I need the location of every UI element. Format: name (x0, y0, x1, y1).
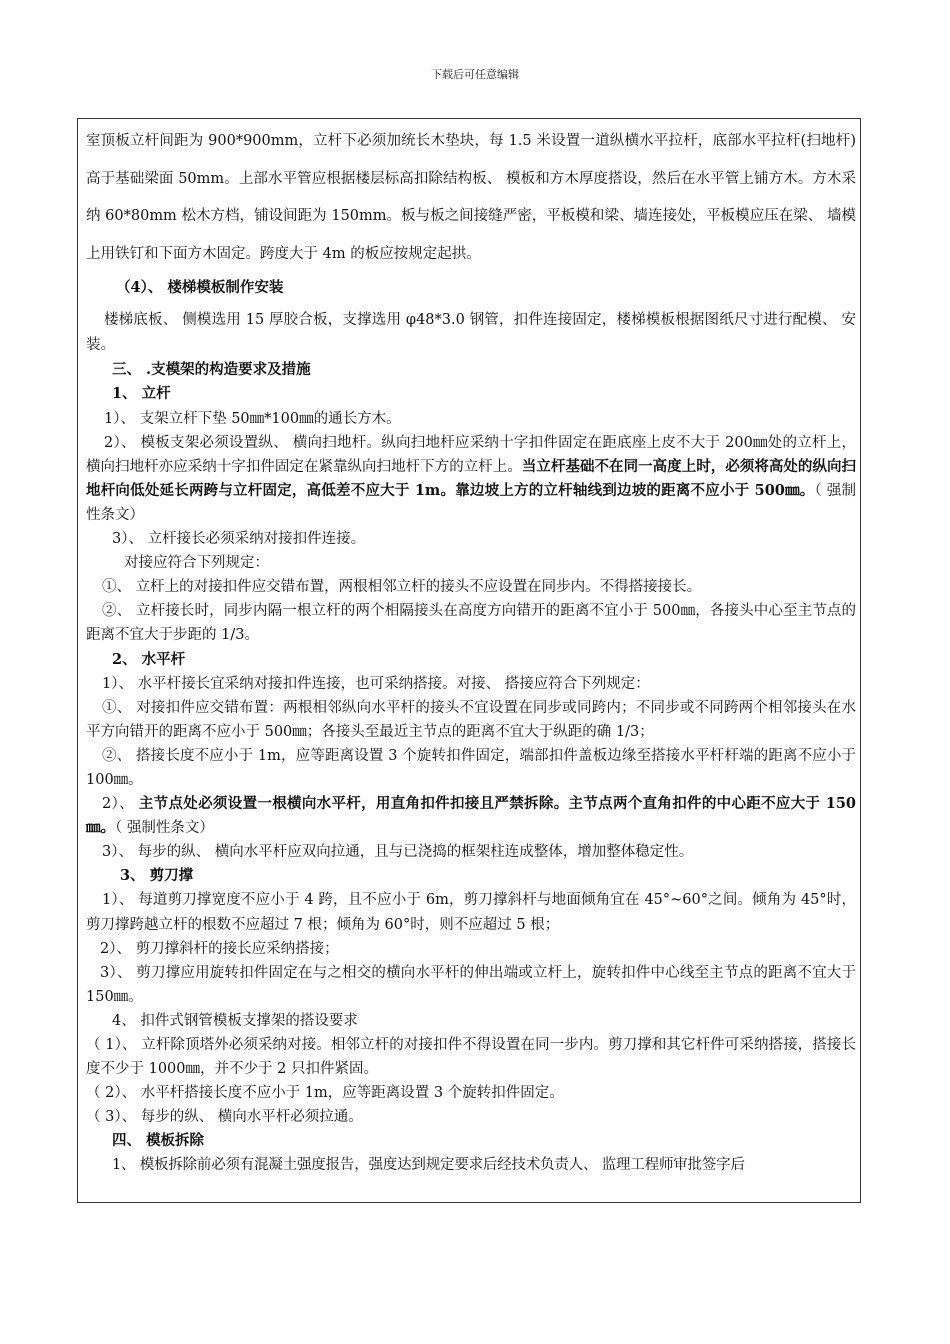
heading-horizontal-pole: 2、 水平杆 (112, 650, 186, 668)
heading-stair-formwork: （4）、 楼梯模板制作安装 (116, 279, 284, 297)
item-erection-1: （ 1）、 立杆除顶塔外必须采纳对接。相邻立杆的对接扣件不得设置在同一步内。剪刀撑和其它杆件可采纳搭接，搭接长度不少于 1000㎜，并不少于 2 只扣件紧固。 (86, 1037, 856, 1078)
item-horizontal-2-note: （ 强制性条文） (115, 820, 214, 837)
page-header: 下载后可任意编辑 (431, 68, 519, 81)
item-scissor-2: 2）、 剪刀撑斜杆的接长应采纳搭接； (100, 940, 339, 957)
item-upright-2-bold: 当立杆基础不在同一高度上时，必须将高处的纵向扫地杆向低处延长两跨与立杆固定，高低差不应大于 1m。靠边坡上方的立杆轴线到边坡的距离不应小于 500㎜。 (86, 457, 857, 499)
paragraph-stair-formwork: 楼梯底板、 侧模选用 15 厚胶合板，支撑选用 φ48*3.0 钢管，扣件连接固定，楼梯模板根据图纸尺寸进行配模、 安装。 (86, 312, 856, 354)
item-horizontal-2-label: 2）、 (102, 796, 139, 813)
item-erection-2: （ 2）、 水平杆搭接长度不应小于 1m，应等距离设置 3 个旋转扣件固定。 (86, 1085, 564, 1102)
heading-formwork-removal: 四、 模板拆除 (112, 1132, 205, 1150)
heading-scissor-brace: 3、 剪刀撑 (120, 867, 194, 885)
item-upright-2-note: （ 强制性条文） (86, 482, 857, 523)
item-scissor-3: 3）、 剪刀撑应用旋转扣件固定在与之相交的横向水平杆的伸出端或立杆上，旋转扣件中心线至主节点的距离不宜大于 150㎜。 (86, 964, 856, 1005)
paragraph-slab-formwork: 室顶板立杆间距为 900*900mm，立杆下必须加统长木垫块，每 1.5 米设置一道纵横水平拉杆，底部水平拉杆(扫地杆)高于基础梁面 50mm。上部水平管应根据楼层标高扣除结构板、 模板和方木厚度搭设，然后在水平管上铺方木。方木采纳 60*80mm 松木方档，铺设间距为 150mm。板与板之间接缝严密，平板模和梁、墙连接处，平板模应压在梁、 墙模上用铁钉和下面方木固定。跨度大于 4m 的板应按规定起拱。 (86, 133, 856, 262)
heading-erection-requirements: 4、 扣件式钢管模板支撑架的搭设要求 (112, 1012, 358, 1029)
item-horizontal-1: 1）、 水平杆接长宜采纳对接扣件连接，也可采纳搭接。对接、 搭接应符合下列规定： (102, 675, 650, 692)
document-frame (77, 118, 861, 1203)
heading-upright-pole: 1、 立杆 (112, 385, 171, 403)
item-removal-1: 1、 模板拆除前必须有混凝土强度报告，强度达到规定要求后经技术负责人、 监理工程师审批签字后 (112, 1157, 745, 1174)
item-horizontal-2-bold: 主节点处必须设置一根横向水平杆，用直角扣件扣接且严禁拆除。主节点两个直角扣件的中心距不应大于 150㎜。 (86, 795, 857, 837)
item-horizontal-3: 3）、 每步的纵、 横向水平杆应双向拉通，且与已浇捣的框架柱连成整体，增加整体稳定性。 (102, 844, 694, 861)
item-upright-3: 3）、 立杆接长必须采纳对接扣件连接。 (112, 531, 366, 548)
item-erection-3: （ 3）、 每步的纵、 横向水平杆必须拉通。 (86, 1109, 363, 1126)
item-upright-1: 1）、 支架立杆下垫 50㎜*100㎜的通长方木。 (104, 410, 401, 427)
heading-section-three: 三、 .支模架的构造要求及措施 (112, 361, 311, 379)
item-upright-2-text: 2）、 模板支架必须设置纵、 横向扫地杆。纵向扫地杆应采纳十字扣件固定在距底座上皮不大于 200㎜处的立杆上，横向扫地杆亦应采纳十字扣件固定在紧靠纵向扫地杆下方的立杆上。 (86, 434, 856, 475)
item-scissor-1: 1）、 每道剪刀撑宽度不应小于 4 跨，且不应小于 6m，剪刀撑斜杆与地面倾角宜在 45°~60°之间。倾角为 45°时，剪刀撑跨越立杆的根数不应超过 7 根；倾角为 60°时，则不应超过 5 根； (86, 892, 856, 933)
item-horizontal-2 (86, 792, 856, 840)
rule-horizontal-2: ②、 搭接长度不应小于 1m，应等距离设置 3 个旋转扣件固定，端部扣件盖板边缘至搭接水平杆杆端的距离不应小于 100㎜。 (86, 747, 856, 788)
rule-upright-1: ①、 立杆上的对接扣件应交错布置，两根相邻立杆的接头不应设置在同步内。不得搭接接长。 (102, 579, 702, 596)
rule-horizontal-1: ①、 对接扣件应交错布置：两根相邻纵向水平杆的接头不宜设置在同步或同跨内；不同步或不同跨两个相邻接头在水平方向错开的距离不应小于 500㎜；各接头至最近主节点的距离不宜大于纵距的确 1/3； (86, 699, 856, 740)
item-upright-2 (86, 431, 856, 527)
document-body (86, 123, 856, 1178)
butt-joint-rules: 对接应符合下列规定： (124, 555, 269, 572)
rule-upright-2: ②、 立杆接长时，同步内隔一根立杆的两个相隔接头在高度方向错开的距离不宜小于 500㎜，各接头中心至主节点的距离不宜大于步距的 1/3。 (86, 603, 856, 644)
